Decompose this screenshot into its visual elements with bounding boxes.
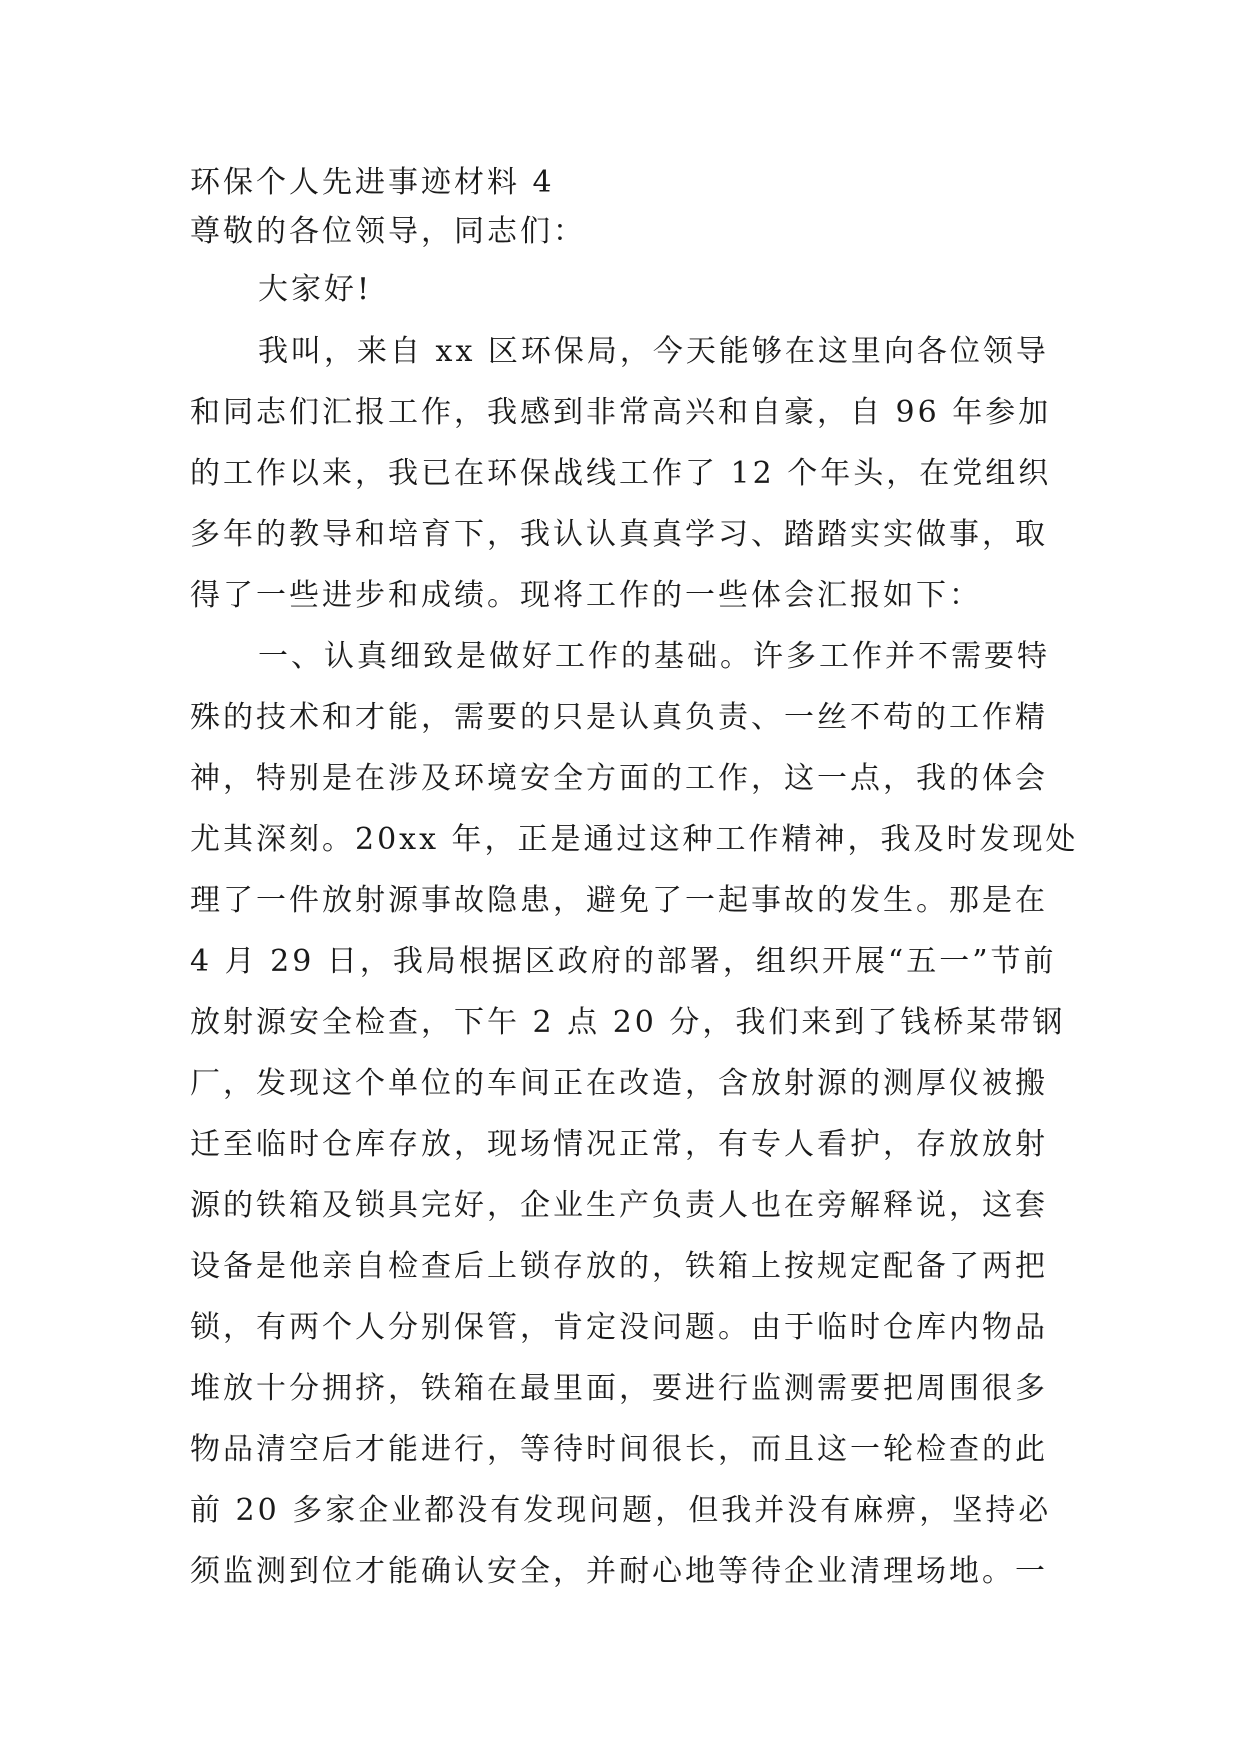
paragraph-line: 源的铁箱及锁具完好，企业生产负责人也在旁解释说，这套 (190, 1188, 1048, 1223)
paragraph-line: 物品清空后才能进行，等待时间很长，而且这一轮检查的此 (190, 1432, 1048, 1467)
document-body (190, 160, 1079, 1602)
paragraph-line: 理了一件放射源事故隐患，避免了一起事故的发生。那是在 (190, 883, 1048, 918)
paragraph-line: 殊的技术和才能，需要的只是认真负责、一丝不苟的工作精 (190, 700, 1048, 735)
paragraph-line: 尤其深刻。20xx 年，正是通过这种工作精神，我及时发现处 (190, 822, 1079, 857)
paragraph-line: 多年的教导和培育下，我认认真真学习、踏踏实实做事，取 (190, 517, 1048, 552)
paragraph-line: 4 月 29 日，我局根据区政府的部署，组织开展“五一”节前 (190, 944, 1057, 979)
paragraph-line: 我叫，来自 xx 区环保局，今天能够在这里向各位领导 (258, 334, 1049, 369)
paragraph-line: 放射源安全检查，下午 2 点 20 分，我们来到了钱桥某带钢 (190, 1005, 1066, 1040)
paragraph-line: 一、认真细致是做好工作的基础。许多工作并不需要特 (258, 639, 1050, 674)
document-title: 环保个人先进事迹材料 4 (190, 165, 555, 200)
paragraph-line: 堆放十分拥挤，铁箱在最里面，要进行监测需要把周围很多 (190, 1371, 1048, 1406)
paragraph-line: 得了一些进步和成绩。现将工作的一些体会汇报如下： (190, 578, 982, 613)
paragraph-line: 迁至临时仓库存放，现场情况正常，有专人看护，存放放射 (190, 1127, 1048, 1162)
paragraph-line: 厂，发现这个单位的车间正在改造，含放射源的测厚仪被搬 (190, 1066, 1048, 1101)
paragraph-line: 须监测到位才能确认安全，并耐心地等待企业清理场地。一 (190, 1554, 1048, 1589)
paragraph-line: 前 20 多家企业都没有发现问题，但我并没有麻痹，坚持必 (190, 1493, 1052, 1528)
paragraph-line: 设备是他亲自检查后上锁存放的，铁箱上按规定配备了两把 (190, 1249, 1048, 1284)
paragraph-line: 锁，有两个人分别保管，肯定没问题。由于临时仓库内物品 (190, 1310, 1048, 1345)
paragraph-line: 神，特别是在涉及环境安全方面的工作，这一点，我的体会 (190, 761, 1048, 796)
salutation: 尊敬的各位领导，同志们： (190, 214, 586, 249)
paragraph-line: 的工作以来，我已在环保战线工作了 12 个年头，在党组织 (190, 456, 1052, 491)
greeting: 大家好! (258, 272, 373, 307)
paragraph-line: 和同志们汇报工作，我感到非常高兴和自豪，自 96 年参加 (190, 395, 1052, 430)
